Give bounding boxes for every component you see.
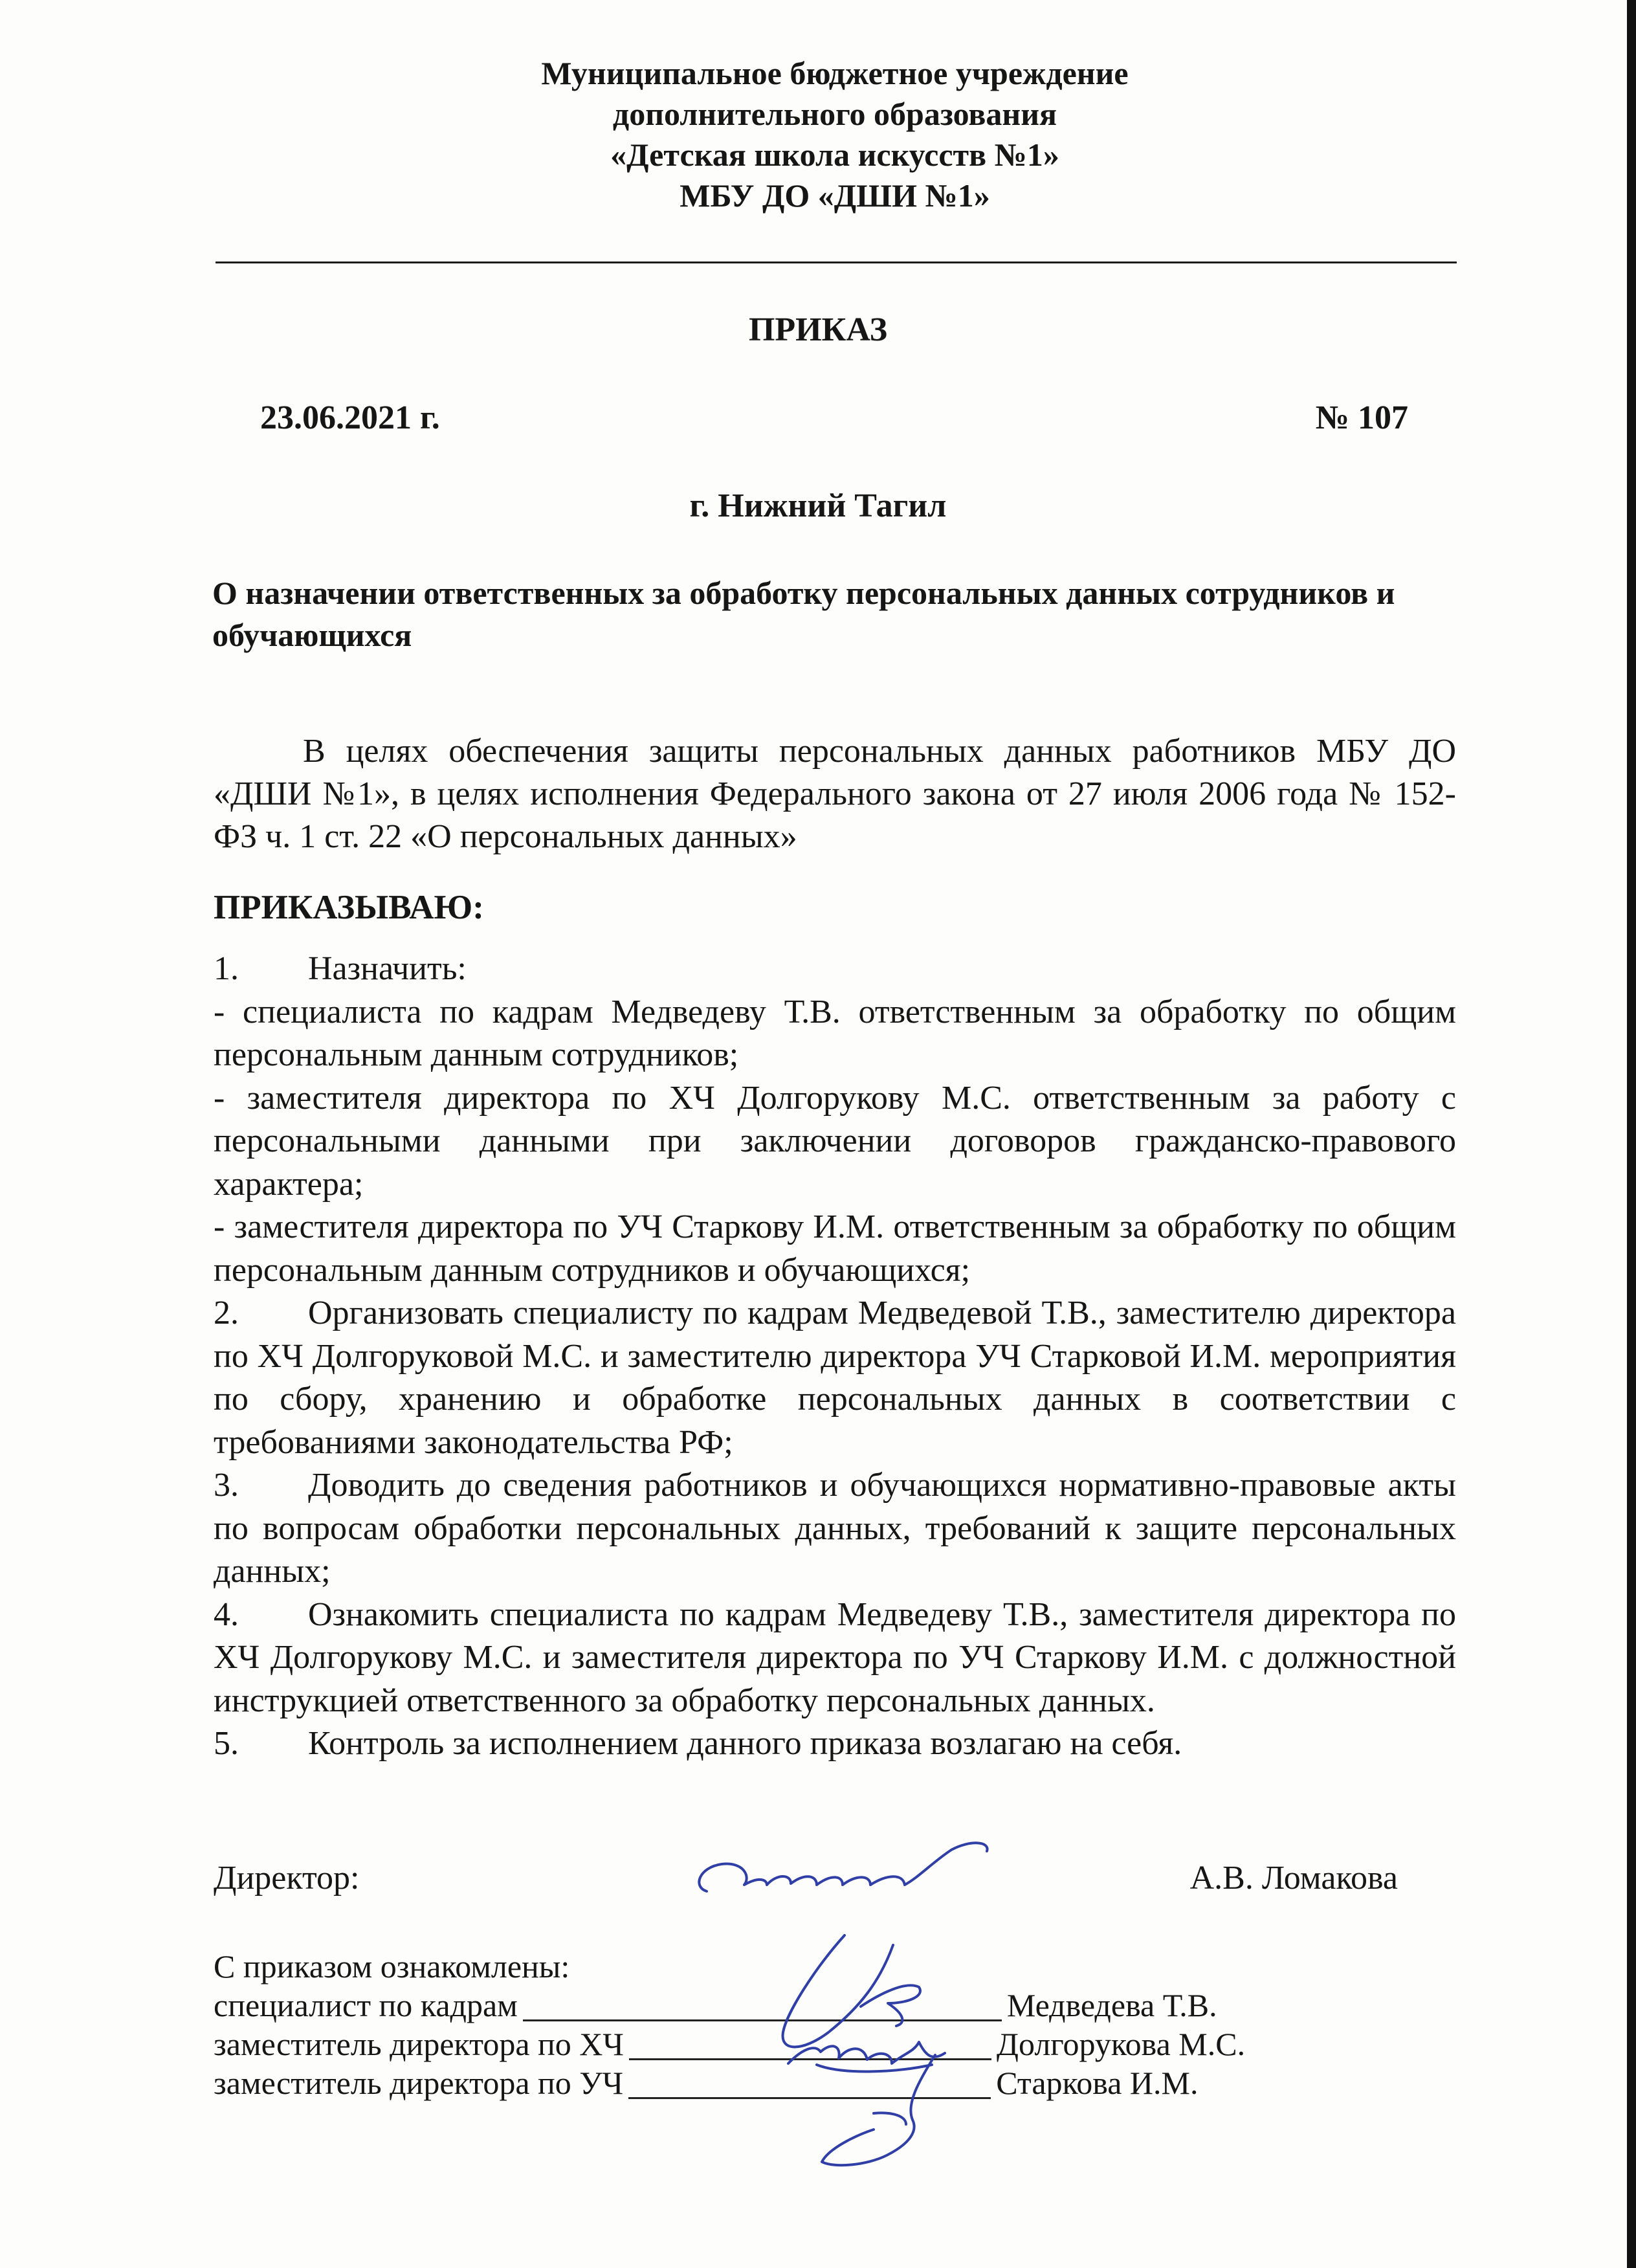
director-label: Директор: [214,1860,360,1896]
acknowledgement-row [214,2063,1443,2102]
ack-position: заместитель директора по УЧ [214,2065,624,2101]
signature-line [629,2058,991,2060]
item-text: Ознакомить специалиста по кадрам Медведеву Т.В., заместителя директора по ХЧ Долгорукову М.С. и заместителя директора по УЧ Старкову И.М. с должностной инструкцией ответственного за обработку персональных данных. [214,1595,1456,1719]
ack-name: Старкова И.М. [996,2065,1199,2101]
signature-line [523,2019,1002,2021]
order-item [214,1077,1456,1206]
item-number: 5. [214,1725,239,1762]
order-number: № 107 [1315,399,1408,436]
order-item [214,1292,1456,1464]
order-items [214,948,1456,1766]
header-rule [216,261,1457,263]
acknowledgement-heading: С приказом ознакомлены: [214,1948,570,1984]
item-text: - специалиста по кадрам Медведеву Т.В. ответственным за обработку по общим персональным данным сотрудников; [214,993,1456,1073]
item-text: Доводить до сведения работников и обучающихся нормативно-правовые акты по вопросам обработки персональных данных, требований к защите персональных данных; [214,1467,1456,1590]
acknowledgement-row [214,1986,1443,2025]
header-line-3: «Детская школа искусств №1» [610,137,1059,173]
director-name: А.В. Ломакова [1189,1860,1398,1896]
ack-name: Долгорукова М.С. [996,2026,1246,2062]
item-number: 3. [214,1467,239,1504]
acknowledgement-row [214,2025,1443,2063]
order-item [214,948,1456,991]
order-item [214,991,1456,1077]
director-signature [699,1843,987,1891]
ack-position: заместитель директора по ХЧ [214,2026,624,2062]
item-number: 4. [214,1595,239,1633]
order-date: 23.06.2021 г. [260,399,440,436]
item-text: Назначить: [308,950,467,987]
decree-heading: ПРИКАЗЫВАЮ: [214,889,484,926]
order-item [214,1722,1456,1766]
acknowledgement-block [214,1947,1443,2102]
order-city: г. Нижний Тагил [689,487,947,524]
document-title: ПРИКАЗ [748,311,888,348]
item-number: 2. [214,1295,239,1331]
order-item [214,1594,1456,1723]
order-subject: О назначении ответственных за обработку персональных данных сотрудников и обучающихся [212,575,1395,653]
order-item [214,1464,1456,1594]
institution-header [214,53,1456,216]
item-number: 1. [214,950,239,987]
signature-line [628,2097,991,2099]
item-text: Организовать специалисту по кадрам Медведевой Т.В., заместителю директора по ХЧ Долгоруковой М.С. и заместителю директора УЧ Старковой И.М. мероприятия по сбору, хранению и обработке персональных данных в соответствии с требованиями законодательства РФ; [214,1295,1456,1461]
header-line-4: МБУ ДО «ДШИ №1» [680,177,990,214]
ack-position: специалист по кадрам [214,1987,518,2023]
item-text: Контроль за исполнением данного приказа возлагаю на себя. [308,1725,1182,1762]
item-text: - заместителя директора по УЧ Старкову И.М. ответственным за обработку по общим персональным данным сотрудников и обучающихся; [214,1208,1456,1289]
item-text: - заместителя директора по ХЧ Долгорукову М.С. ответственным за работу с персональными данными при заключении договоров гражданско-правового характера; [214,1079,1456,1203]
ack-name: Медведева Т.В. [1006,1987,1217,2023]
header-line-2: дополнительного образования [612,96,1057,132]
order-item [214,1206,1456,1292]
preamble: В целях обеспечения защиты персональных данных работников МБУ ДО «ДШИ №1», в целях исполнения Федерального закона от 27 июля 2006 года № 152-ФЗ ч. 1 ст. 22 «О персональных данных» [214,733,1456,855]
header-line-1: Муниципальное бюджетное учреждение [541,55,1129,91]
